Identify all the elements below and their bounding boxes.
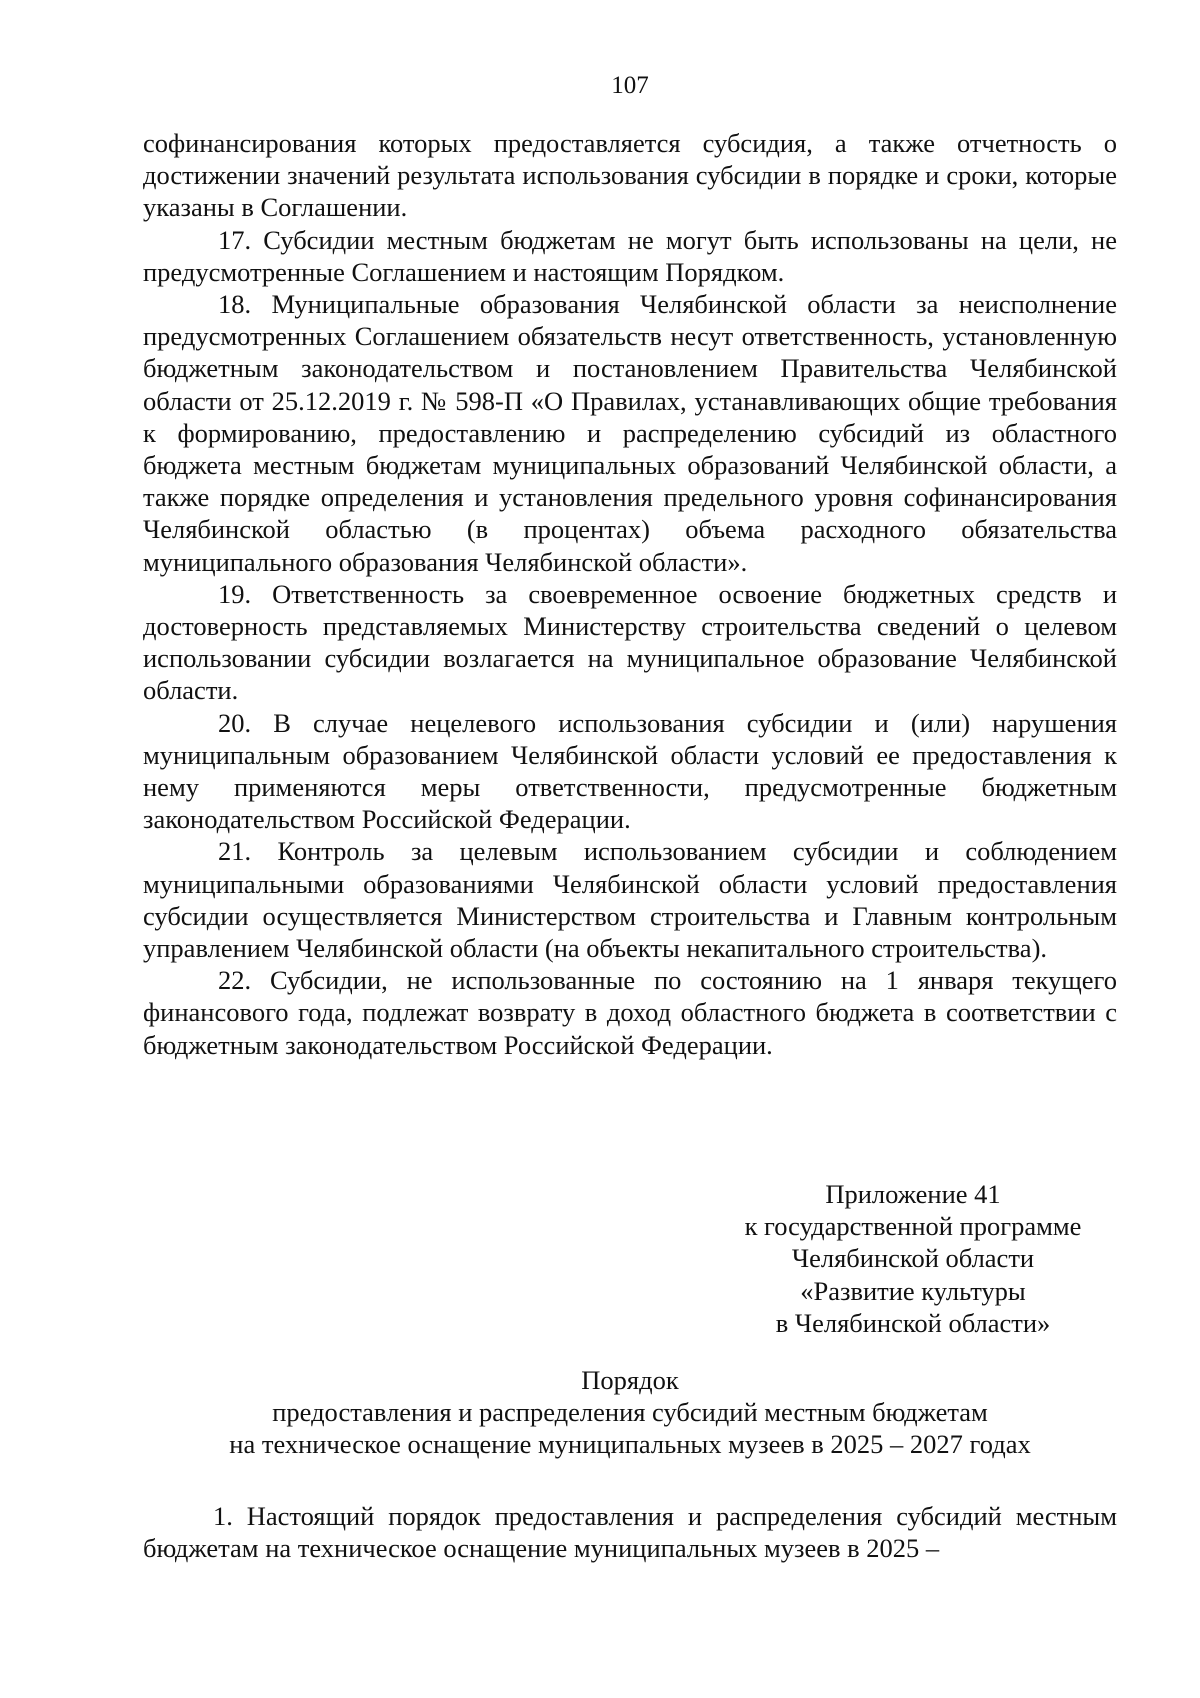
paragraph-continuation: софинансирования которых предоставляется субсидия, а также отчетность о достижении значений результата использования субсидии в порядке и сроки, которые указаны в Соглашении. bbox=[143, 128, 1117, 223]
paragraph-20: 20. В случае нецелевого использования субсидии и (или) нарушения муниципальным образованием Челябинской области условий ее предоставления к нему применяются меры ответственности, предусмотренные бюджетным законодательством Российской Федерации. bbox=[143, 707, 1117, 835]
paragraph-21: 21. Контроль за целевым использованием субсидии и соблюдением муниципальными образованиями Челябинской области условий предоставления субсидии осуществляется Министерством строительства и Главным контрольным управлением Челябинской области (на объекты некапитального строительства). bbox=[143, 836, 1117, 964]
final-text bbox=[143, 1500, 1117, 1564]
appendix-line: Приложение 41 bbox=[825, 1179, 1001, 1209]
appendix-line: Челябинской области bbox=[791, 1243, 1035, 1274]
body-text bbox=[143, 127, 1117, 1061]
document-title bbox=[143, 1364, 1117, 1461]
paragraph-19: 19. Ответственность за своевременное освоение бюджетных средств и достоверность представляемых Министерству строительства сведений о целевом использовании субсидии возлагается на муниципальное образование Челябинской области. bbox=[143, 578, 1117, 706]
title-line: на техническое оснащение муниципальных музеев в 2025 – 2027 годах bbox=[229, 1429, 1031, 1460]
paragraph-17: 17. Субсидии местным бюджетам не могут быть использованы на цели, не предусмотренные Соглашением и настоящим Порядком. bbox=[143, 224, 1117, 287]
page-number: 107 bbox=[611, 72, 649, 99]
title-line: предоставления и распределения субсидий местным бюджетам bbox=[272, 1397, 988, 1428]
appendix-line: к государственной программе bbox=[744, 1211, 1082, 1242]
appendix-line: в Челябинской области» bbox=[775, 1307, 1051, 1338]
paragraph-22: 22. Субсидии, не использованные по состоянию на 1 января текущего финансового года, подлежат возврату в доход областного бюджета в соответствии с бюджетным законодательством Российской Федерации. bbox=[143, 965, 1117, 1060]
appendix-line: «Развитие культуры bbox=[800, 1275, 1026, 1306]
paragraph-18: 18. Муниципальные образования Челябинской области за неисполнение предусмотренных Соглашением обязательств несут ответственность, установленную бюджетным законодательством и постановлением Правительства Челябинской области от 25.12.2019 г. № 598-П «О Правилах, устанавливающих общие требования к формированию, предоставлению и распределению субсидий из областного бюджета местным бюджетам муниципальных образований Челябинской области, а также порядке определения и установления предельного уровня софинансирования Челябинской областью (в процентах) объема расходного обязательства муниципального образования Челябинской области». bbox=[143, 289, 1117, 577]
title-line: Порядок bbox=[581, 1365, 679, 1395]
paragraph-1: 1. Настоящий порядок предоставления и распределения субсидий местным бюджетам на техническое оснащение муниципальных музеев в 2025 – bbox=[143, 1501, 1117, 1564]
appendix-block bbox=[718, 1178, 1108, 1339]
